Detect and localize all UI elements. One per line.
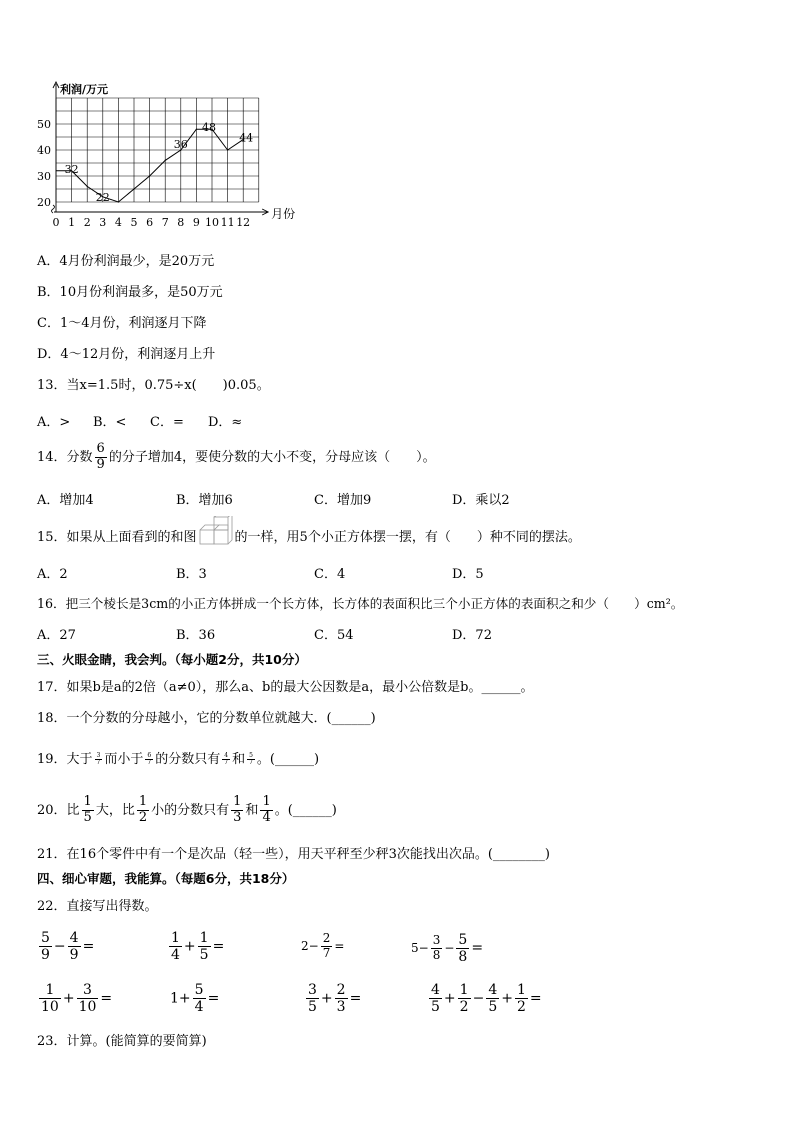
calc-expr-5: $\frac{1}{10}$ + $\frac{3}{10}$ = xyxy=(41,982,113,1016)
q15-option-a: A．2 xyxy=(37,567,68,582)
y-tick-label: 20 xyxy=(37,196,51,209)
cube-view-icon xyxy=(199,516,233,548)
calc-expr-6: 1+ $\frac{5}{4}$ = xyxy=(170,982,220,1016)
q13-option-b: B．< xyxy=(93,415,127,430)
q17-text: 17．如果b是a的2倍（a≠0），那么a、b的最大公因数是a，最小公倍数是b。______。 xyxy=(37,680,534,695)
q16-option-d: D．72 xyxy=(452,628,492,643)
q12-option-d: D．4～12月份，利润逐月上升 xyxy=(37,347,216,362)
profit-point xyxy=(118,201,119,202)
q23-text: 23．计算。(能简算的要简算) xyxy=(37,1034,207,1049)
calc-expr-3: 2− $\frac{2}{7}$ = xyxy=(301,931,345,960)
q21-text: 21．在16个零件中有一个是次品（轻一些），用天平秤至少秤3次能找出次品。(________) xyxy=(37,847,550,862)
profit-point xyxy=(227,149,228,150)
q16-option-c: C．54 xyxy=(314,628,354,643)
profit-point xyxy=(196,129,197,130)
q14-option-d: D．乘以2 xyxy=(452,493,510,508)
q22-text: 22．直接写出得数。 xyxy=(37,899,158,914)
y-tick-label: 40 xyxy=(37,144,51,157)
y-tick-label: 30 xyxy=(37,170,51,183)
calc-expr-7: $\frac{3}{5}$ + $\frac{2}{3}$ = xyxy=(308,982,362,1016)
q12-option-a: A．4月份利润最少，是20万元 xyxy=(37,254,215,269)
x-tick-label: 11 xyxy=(220,216,235,229)
profit-point xyxy=(133,188,134,189)
x-tick-label: 2 xyxy=(83,216,91,229)
x-tick-label: 5 xyxy=(130,216,138,229)
q14-option-b: B．增加6 xyxy=(176,493,233,508)
fraction: $\frac{6}{9}$ xyxy=(96,441,105,472)
q13-text: 13．当x=1.5时，0.75÷x( )0.05。 xyxy=(37,378,270,393)
q16-text: 16．把三个棱长是3cm的小正方体拼成一个长方体，长方体的表面积比三个小正方体的表面积之和少（ ）cm²。 xyxy=(37,596,684,611)
profit-point xyxy=(165,160,166,161)
calc-expr-2: $\frac{1}{4}$ + $\frac{1}{5}$ = xyxy=(171,930,225,964)
q19-text: 19．大于 $\frac{3}{7}$ 而小于 $\frac{6}{7}$ 的分数只有 $\frac{4}{7}$ 和 $\frac{5}{7}$ 。(______) xyxy=(37,752,320,767)
x-tick-label: 1 xyxy=(68,216,76,229)
profit-point xyxy=(87,186,88,187)
q12-option-c: C．1～4月份，利润逐月下降 xyxy=(37,316,207,331)
x-tick-label: 6 xyxy=(146,216,154,229)
q14-option-c: C．增加9 xyxy=(314,493,372,508)
x-tick-label: 4 xyxy=(114,216,122,229)
q14-option-a: A．增加4 xyxy=(37,493,94,508)
data-label: 48 xyxy=(202,121,216,135)
x-tick-label: 10 xyxy=(205,216,219,229)
x-tick-label: 9 xyxy=(192,216,200,229)
q13-option-d: D．≈ xyxy=(208,415,243,430)
profit-line-chart xyxy=(30,78,300,236)
calc-expr-8: $\frac{4}{5}$ + $\frac{1}{2}$ − $\frac{4}{5}$ + $\frac{1}{2}$ = xyxy=(431,982,542,1016)
q15-option-b: B．3 xyxy=(176,567,207,582)
x-axis-label: 月份 xyxy=(271,207,296,221)
q20-text: 20．比 $\frac{1}{5}$ 大，比 $\frac{1}{2}$ 小的分数只有 $\frac{1}{3}$ 和 $\frac{1}{4}$ 。(______) xyxy=(37,794,337,825)
x-tick-label: 0 xyxy=(52,216,60,229)
calc-expr-1: $\frac{5}{9}$ − $\frac{4}{9}$ = xyxy=(41,930,95,964)
data-label: 36 xyxy=(173,138,188,151)
profit-point xyxy=(149,175,150,176)
y-axis-label: 利润/万元 xyxy=(60,83,109,96)
q18-text: 18．一个分数的分母越小，它的分数单位就越大．(______) xyxy=(37,711,376,726)
data-label: 22 xyxy=(95,190,110,204)
q14-text: 14．分数 $\frac{6}{9}$ 的分子增加4，要使分数的大小不变，分母应该（ ）。 xyxy=(37,441,436,472)
q15-option-c: C．4 xyxy=(314,567,346,582)
q13-option-c: C．= xyxy=(150,415,184,430)
section-3-heading: 三、火眼金睛，我会判。（每小题2分，共10分） xyxy=(37,652,307,667)
section-4-heading: 四、细心审题，我能算。（每题6分，共18分） xyxy=(37,871,295,886)
q15-option-d: D．5 xyxy=(452,567,484,582)
q15-text: 15．如果从上面看到的和图 的一样，用5个小正方体摆一摆，有（ ）种不同的摆法。 xyxy=(37,526,581,548)
y-tick-label: 50 xyxy=(37,118,51,131)
q12-option-b: B．10月份利润最多，是50万元 xyxy=(37,285,223,300)
calc-expr-4: 5− $\frac{3}{8}$ − $\frac{5}{8}$ = xyxy=(411,932,484,966)
q16-option-b: B．36 xyxy=(176,628,216,643)
x-tick-label: 3 xyxy=(99,216,107,229)
data-label: 32 xyxy=(64,162,79,176)
q13-option-a: A．> xyxy=(37,415,71,430)
chart-labels xyxy=(65,121,254,204)
x-tick-label: 8 xyxy=(177,216,185,229)
q16-option-a: A．27 xyxy=(37,628,76,643)
data-label: 44 xyxy=(239,131,254,145)
x-tick-label: 12 xyxy=(236,216,251,229)
x-tick-label: 7 xyxy=(161,216,169,229)
